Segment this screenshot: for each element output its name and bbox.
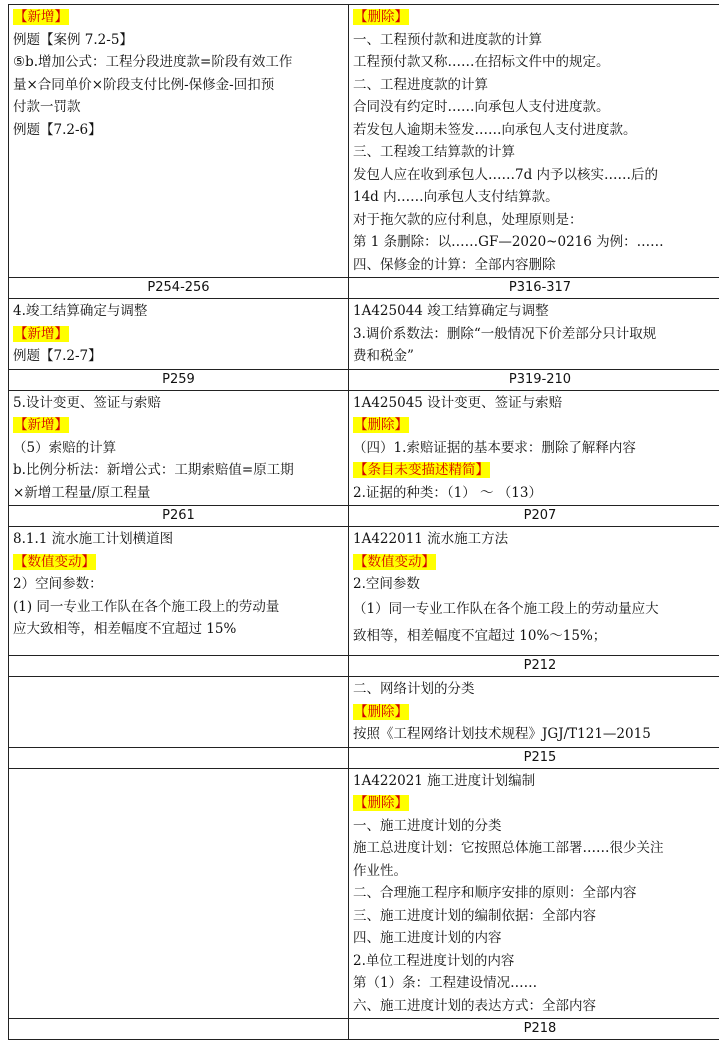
right-cell [349, 5, 719, 278]
text-line: 14d 内……向承包人支付结算款。 [353, 189, 559, 205]
table-row [9, 5, 719, 278]
section-title: 5.设计变更、签证与索赔 [13, 394, 161, 411]
text-line: 六、施工进度计划的表达方式：全部内容 [353, 997, 596, 1014]
text-line: 例题【7.2-6】 [13, 121, 102, 138]
left-cell-empty [9, 768, 349, 1019]
page-ref-row [9, 369, 719, 390]
text-line: 2.空间参数 [353, 576, 420, 592]
added-tag: 【新增】 [14, 417, 68, 433]
text-line: 费和税金” [353, 348, 414, 364]
text-line: 第 1 条删除：以……GF—2020~0216 为例：…… [353, 234, 664, 250]
text-line: 致相等，相差幅度不宜超过 10%～15%； [353, 627, 607, 644]
text-line: 一、工程预付款和进度款的计算 [353, 31, 542, 48]
section-title: 1A422011 流水施工方法 [353, 531, 509, 547]
added-tag: 【新增】 [14, 9, 68, 25]
section-title: 1A422021 施工进度计划编制 [353, 772, 536, 789]
text-line: 作业性。 [353, 862, 407, 879]
changed-tag: 【数值变动】 [354, 553, 435, 570]
page-ref-row [9, 1019, 719, 1040]
text-line: （5）索赔的计算 [13, 439, 117, 456]
table-row [9, 390, 719, 506]
text-line: 一、施工进度计划的分类 [353, 817, 502, 834]
text-line: 四、施工进度计划的内容 [353, 930, 502, 946]
table-row [9, 768, 719, 1019]
text-line: 合同没有约定时……向承包人支付进度款。 [353, 99, 610, 115]
text-line: ⑤b.增加公式：工程分段进度款=阶段有效工作 [13, 54, 293, 70]
left-cell [9, 5, 349, 278]
section-title: 1A425044 竣工结算确定与调整 [353, 303, 549, 319]
page-ref-left: P259 [9, 369, 349, 390]
page-ref-right: P207 [349, 506, 719, 527]
page-ref-left [9, 1019, 349, 1040]
page-ref-row [9, 506, 719, 527]
page-ref-left [9, 656, 349, 677]
page-ref-row [9, 278, 719, 299]
section-title: 二、网络计划的分类 [353, 681, 475, 697]
text-line: （四）1.索赔证据的基本要求：删除了解释内容 [353, 439, 636, 456]
section-title: 8.1.1 流水施工计划横道图 [13, 531, 174, 547]
text-line: 二、合理施工程序和顺序安排的原则：全部内容 [353, 885, 637, 901]
page-ref-row [9, 656, 719, 677]
text-line: 四、保修金的计算：全部内容删除 [353, 256, 556, 273]
page-ref-right: P316-317 [349, 278, 719, 299]
text-line: 量×合同单价×阶段支付比例-保修金-回扣预 [13, 76, 275, 93]
left-cell [9, 390, 349, 506]
right-cell [349, 527, 719, 656]
text-line: 第（1）条：工程建设情况…… [353, 975, 538, 991]
deleted-tag: 【删除】 [354, 795, 408, 811]
right-cell [349, 299, 719, 370]
text-line: 三、工程竣工结算款的计算 [353, 144, 515, 160]
changed-tag: 【数值变动】 [14, 553, 95, 570]
page-ref-left: P254-256 [9, 278, 349, 299]
text-line: （1）同一专业工作队在各个施工段上的劳动量应大 [353, 600, 659, 617]
right-cell [349, 768, 719, 1019]
table-row [9, 677, 719, 748]
text-line: 3.调价系数法：删除“一般情况下价差部分只计取规 [353, 325, 657, 342]
text-line: b.比例分析法：新增公式：工期索赔值=原工期 [13, 462, 294, 478]
text-line: 三、施工进度计划的编制依据：全部内容 [353, 907, 596, 924]
text-line: 2）空间参数： [13, 576, 103, 592]
page-ref-left: P261 [9, 506, 349, 527]
table-row [9, 527, 719, 656]
text-line: 2.证据的种类：（1） ～ （13） [353, 484, 542, 501]
text-line: ×新增工程量/原工程量 [13, 484, 151, 501]
page-ref-left [9, 747, 349, 768]
text-line: 二、工程进度款的计算 [353, 76, 488, 93]
page-ref-right: P212 [349, 656, 719, 677]
right-cell [349, 677, 719, 748]
text-line: 例题【案例 7.2-5】 [13, 31, 133, 48]
left-cell [9, 299, 349, 370]
left-cell-empty [9, 677, 349, 748]
page-ref-right: P218 [349, 1019, 719, 1040]
text-line: 发包人应在收到承包人……7d 内予以核实……后的 [353, 166, 659, 183]
page-ref-right: P215 [349, 747, 719, 768]
text-line: 对于拖欠款的应付利息，处理原则是： [353, 211, 583, 228]
page-ref-right: P319-210 [349, 369, 719, 390]
text-line: 例题【7.2-7】 [13, 348, 102, 364]
page-ref-row [9, 747, 719, 768]
text-line: 按照《工程网络计划技术规程》JGJ/T121—2015 [353, 726, 651, 742]
text-line: (1) 同一专业工作队在各个施工段上的劳动量 [13, 598, 280, 615]
right-cell [349, 390, 719, 506]
table-row [9, 299, 719, 370]
text-line: 应大致相等，相差幅度不宜超过 15% [13, 621, 237, 637]
section-title: 4.竣工结算确定与调整 [13, 303, 148, 319]
text-line: 付款一罚款 [13, 99, 81, 115]
section-title: 1A425045 设计变更、签证与索赔 [353, 394, 563, 411]
deleted-tag: 【删除】 [354, 9, 408, 25]
comparison-table [8, 4, 719, 1040]
text-line: 若发包人逾期未签发……向承包人支付进度款。 [353, 121, 637, 138]
text-line: 工程预付款又称……在招标文件中的规定。 [353, 54, 610, 70]
refined-tag: 【条目未变描述精简】 [354, 462, 489, 478]
text-line: 2.单位工程进度计划的内容 [353, 952, 515, 969]
added-tag: 【新增】 [14, 325, 68, 342]
text-line: 施工总进度计划：它按照总体施工部署……很少关注 [353, 840, 664, 856]
left-cell [9, 527, 349, 656]
deleted-tag: 【删除】 [354, 417, 408, 433]
deleted-tag: 【删除】 [354, 703, 408, 720]
